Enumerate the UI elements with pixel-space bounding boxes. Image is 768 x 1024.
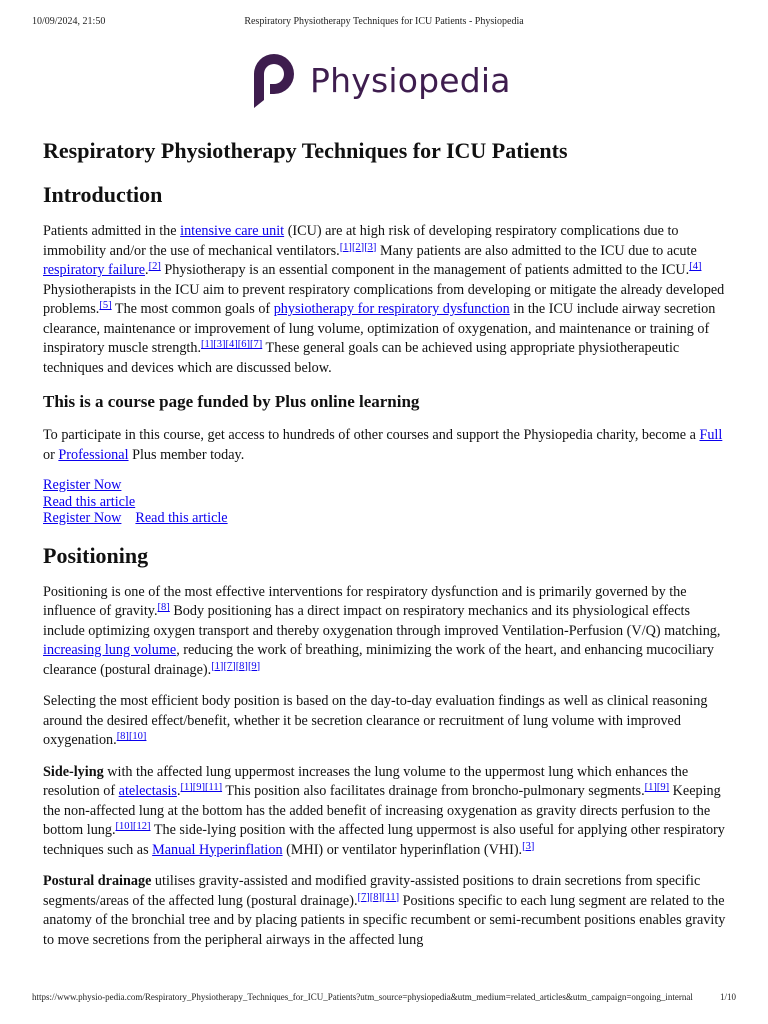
citation-group (99, 300, 111, 311)
physiopedia-p-logo-icon (250, 52, 300, 108)
citation-link[interactable]: [7] (223, 660, 236, 672)
print-footer (32, 992, 736, 1006)
citation-link[interactable]: [6] (237, 339, 251, 350)
link-increasing-lung-volume[interactable]: increasing lung volume (43, 642, 177, 658)
citation-link[interactable]: [1] (644, 782, 657, 793)
citation-link[interactable]: [9] (656, 782, 670, 793)
heading-positioning: Positioning (43, 542, 149, 568)
link-full-membership[interactable]: Full (699, 427, 723, 443)
print-datetime: 10/09/2024, 21:50 (32, 16, 106, 27)
citation-link[interactable]: [8] (235, 660, 248, 672)
citation-link[interactable]: [1] (201, 339, 214, 350)
citation-group (149, 261, 161, 272)
citation-link[interactable]: [10] (115, 821, 134, 832)
register-now-link[interactable]: Register Now (43, 477, 122, 493)
page-title: Respiratory Physiotherapy Techniques for ICU Patients (43, 138, 568, 163)
citation-link[interactable]: [1] (211, 660, 224, 672)
citation-link[interactable]: [1] (180, 782, 193, 793)
citation-group (158, 602, 170, 613)
link-professional-membership[interactable]: Professional (58, 446, 129, 463)
positioning-paragraph-postural-drainage: Postural drainage utilises gravity-assisted and modified gravity-assisted positions to drain secretions from specific segments/areas of the affected lung (postural drainage).[7][8][11] Positions specific to each lung segment are related to the anatomy of the bronchial tree and by placing patients in specific recumbent or semi-recumbent positions enables gravity to move secretions from the peripheral airways in the affected lung (43, 873, 726, 948)
link-intensive-care-unit[interactable]: intensive care unit (180, 223, 285, 239)
citation-group (522, 841, 534, 852)
citation-group (689, 261, 701, 272)
citation-group (358, 892, 400, 903)
citation-group (117, 731, 147, 742)
link-manual-hyperinflation[interactable]: Manual Hyperinflation (152, 841, 283, 858)
citation-link[interactable]: [2] (148, 261, 161, 272)
logo-wordmark: Physiopedia (310, 60, 511, 100)
citation-link[interactable]: [3] (213, 339, 226, 350)
article-content (43, 136, 727, 962)
read-article-link-2[interactable]: Read this article (135, 510, 228, 526)
positioning-paragraph-side-lying: Side-lying with the affected lung uppermost increases the lung volume to the uppermost lung which enhances the resolution of atelectasis.[1][9][11] This position also facilitates drainage from broncho-pulmonary segments.[1][9] Keeping the non-affected lung at the bottom has the added benefit of increasing oxygenation as gravity directs perfusion to the bottom lung.[10][12] The side-lying position with the affected lung uppermost is also useful for applying other respiratory techniques such as Manual Hyperinflation (MHI) or ventilator hyperinflation (VHI).[3] (43, 763, 725, 858)
print-url: https://www.physio-pedia.com/Respiratory_Physiotherapy_Techniques_for_ICU_Patients?utm_source=physiopedia&utm_medium=related_articles&utm_campaign=ongoing_internal (32, 992, 693, 1002)
citation-group (181, 782, 223, 793)
positioning-paragraph-2: Selecting the most efficient body position is based on the day-to-day evaluation findings as well as clinical reasoning around the desired effect/benefit, whether it be secretion clearance or recruitment of lung volume with improved oxygenation.[8][10] (43, 693, 708, 748)
heading-introduction: Introduction (43, 182, 163, 207)
citation-link[interactable]: [9] (247, 660, 261, 672)
citation-group (116, 821, 151, 832)
citation-link[interactable]: [5] (99, 300, 112, 311)
positioning-paragraph-1: Positioning is one of the most effective interventions for respiratory dysfunction and is primarily governed by the influence of gravity.[8] Body positioning has a direct impact on respiratory mechanics and its physiological effects include optimizing oxygen transport and thereby oxygenation through improved Ventilation-Perfusion (V/Q) matching, increasing lung volume, reducing the work of breathing, minimizing the work of the heart, and enhancing mucociliary clearance (postural drainage).[1][7][8][9] (43, 583, 721, 678)
citation-link[interactable]: [4] (225, 339, 238, 350)
citation-link[interactable]: [2] (351, 241, 365, 253)
citation-link[interactable]: [11] (382, 891, 400, 903)
print-header (32, 16, 736, 30)
page-number: 1/10 (719, 992, 736, 1002)
read-article-link[interactable]: Read this article (43, 493, 136, 510)
citation-link[interactable]: [8] (157, 602, 170, 613)
intro-paragraph: Patients admitted in the intensive care unit (ICU) are at high risk of developing respiratory complications due to immobility and/or the use of mechanical ventilators.[1][2][3] Many patients are also admitted to the ICU due to acute respiratory failure.[2] Physiotherapy is an essential component in the management of patients admitted to the ICU.[4] Physiotherapists in the ICU aim to prevent respiratory complications from developing or mitigate the already developed problems.[5] The most common goals of physiotherapy for respiratory dysfunction in the ICU include airway secretion clearance, maintenance or improvement of lung volume, optimization of oxygenation, and maintenance or training of inspiratory muscle strength.[1][3][4][6][7] These general goals can be achieved using appropriate physiotherapeutic techniques and devices which are discussed below. (43, 223, 725, 376)
citation-link[interactable]: [4] (689, 261, 702, 272)
print-page-title: Respiratory Physiotherapy Techniques for ICU Patients - Physiopedia (244, 16, 524, 27)
citation-group (340, 242, 377, 253)
heading-course-funded: This is a course page funded by Plus online learning (43, 392, 420, 411)
term-postural-drainage: Postural drainage (43, 873, 152, 889)
citation-link[interactable]: [8] (369, 891, 382, 903)
citation-link[interactable]: [3] (364, 241, 377, 253)
citation-link[interactable]: [1] (339, 241, 352, 253)
site-logo[interactable] (250, 50, 511, 110)
citation-group (645, 782, 670, 793)
link-atelectasis[interactable]: atelectasis (118, 783, 177, 799)
term-side-lying: Side-lying (43, 763, 104, 780)
link-physiotherapy-respiratory-dysfunction[interactable]: physiotherapy for respiratory dysfunction (273, 301, 510, 317)
course-paragraph: To participate in this course, get access to hundreds of other courses and support the Physiopedia charity, become a Full or Professional Plus member today. (43, 427, 723, 463)
citation-group (211, 661, 260, 672)
citation-group (201, 339, 262, 350)
citation-link[interactable]: [3] (522, 840, 535, 852)
citation-link[interactable]: [10] (128, 731, 147, 742)
register-now-link-2[interactable]: Register Now (43, 510, 122, 526)
citation-link[interactable]: [7] (250, 339, 263, 350)
citation-link[interactable]: [9] (192, 782, 205, 793)
course-links (43, 477, 727, 527)
citation-link[interactable]: [7] (357, 891, 370, 903)
citation-link[interactable]: [12] (133, 821, 151, 832)
citation-link[interactable]: [11] (205, 782, 223, 793)
link-respiratory-failure[interactable]: respiratory failure (43, 262, 146, 278)
citation-link[interactable]: [8] (116, 731, 129, 742)
